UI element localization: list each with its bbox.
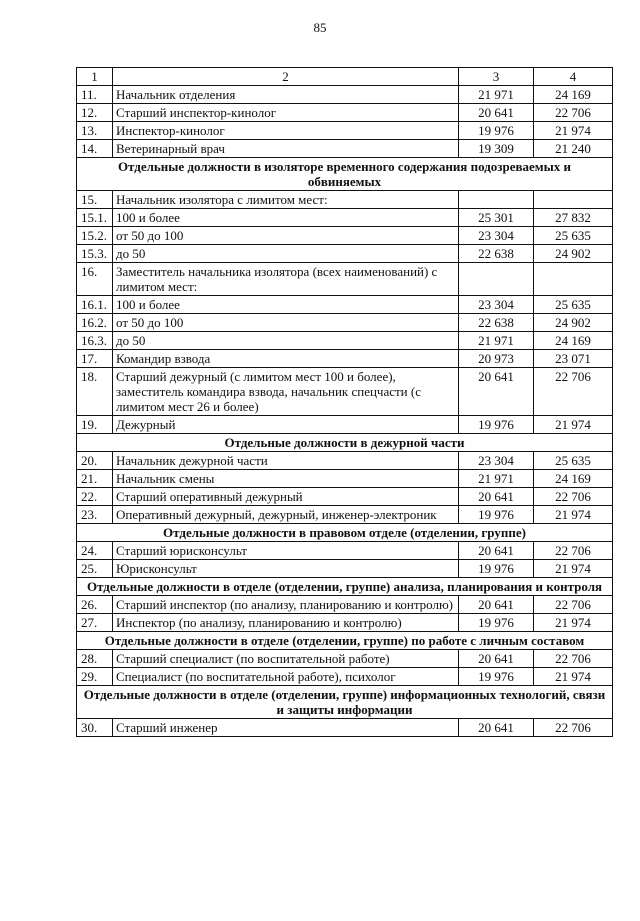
salary-col-4: 22 706 <box>534 104 613 122</box>
salary-col-3: 23 304 <box>459 296 534 314</box>
header-col-3: 3 <box>459 68 534 86</box>
section-header-row <box>77 524 613 542</box>
row-number: 13. <box>77 122 113 140</box>
page-number: 85 <box>313 20 327 35</box>
position-name: Старший юрисконсульт <box>113 542 459 560</box>
section-header-row <box>77 686 613 719</box>
row-number: 22. <box>77 488 113 506</box>
row-number: 15.3. <box>77 245 113 263</box>
table-row <box>77 668 613 686</box>
salary-col-3: 19 976 <box>459 416 534 434</box>
row-number: 16. <box>77 263 113 296</box>
salary-col-4: 25 635 <box>534 296 613 314</box>
section-title: Отдельные должности в отделе (отделении, группе) по работе с личным составом <box>77 632 613 650</box>
position-name: Дежурный <box>113 416 459 434</box>
salary-col-4: 21 974 <box>534 614 613 632</box>
table-row <box>77 86 613 104</box>
position-name: 100 и более <box>113 209 459 227</box>
position-name: Старший специалист (по воспитательной работе) <box>113 650 459 668</box>
salary-table <box>76 67 613 737</box>
position-name: Инспектор (по анализу, планированию и контролю) <box>113 614 459 632</box>
salary-col-4: 21 240 <box>534 140 613 158</box>
salary-col-3: 19 976 <box>459 614 534 632</box>
salary-col-3: 19 309 <box>459 140 534 158</box>
salary-col-4: 21 974 <box>534 122 613 140</box>
table-row <box>77 650 613 668</box>
row-number: 20. <box>77 452 113 470</box>
salary-col-4: 21 974 <box>534 416 613 434</box>
salary-col-4: 21 974 <box>534 668 613 686</box>
table-row <box>77 560 613 578</box>
salary-col-3: 20 641 <box>459 719 534 737</box>
salary-col-4: 25 635 <box>534 227 613 245</box>
row-number: 14. <box>77 140 113 158</box>
salary-col-4: 24 169 <box>534 332 613 350</box>
position-name: Заместитель начальника изолятора (всех наименований) с лимитом мест: <box>113 263 459 296</box>
row-number: 27. <box>77 614 113 632</box>
salary-col-3: 20 641 <box>459 488 534 506</box>
position-name: Специалист (по воспитательной работе), психолог <box>113 668 459 686</box>
position-name: Старший оперативный дежурный <box>113 488 459 506</box>
position-name: Старший инженер <box>113 719 459 737</box>
position-name: Старший инспектор (по анализу, планированию и контролю) <box>113 596 459 614</box>
salary-col-3: 23 304 <box>459 452 534 470</box>
position-name: Оперативный дежурный, дежурный, инженер-электроник <box>113 506 459 524</box>
salary-col-4: 24 902 <box>534 245 613 263</box>
row-number: 17. <box>77 350 113 368</box>
table-row <box>77 416 613 434</box>
salary-col-4: 21 974 <box>534 560 613 578</box>
salary-col-3: 21 971 <box>459 332 534 350</box>
table-row <box>77 614 613 632</box>
section-header-row <box>77 434 613 452</box>
table-row <box>77 314 613 332</box>
table-row <box>77 209 613 227</box>
position-name: Юрисконсульт <box>113 560 459 578</box>
table-row <box>77 488 613 506</box>
salary-col-3: 20 641 <box>459 368 534 416</box>
salary-col-3: 21 971 <box>459 470 534 488</box>
table-row <box>77 245 613 263</box>
row-number: 26. <box>77 596 113 614</box>
row-number: 23. <box>77 506 113 524</box>
table-row <box>77 140 613 158</box>
table-row <box>77 296 613 314</box>
position-name: Начальник дежурной части <box>113 452 459 470</box>
table-header-row <box>77 68 613 86</box>
position-name: Начальник смены <box>113 470 459 488</box>
position-name: 100 и более <box>113 296 459 314</box>
position-name: от 50 до 100 <box>113 314 459 332</box>
table-row <box>77 104 613 122</box>
position-name: Начальник изолятора с лимитом мест: <box>113 191 459 209</box>
row-number: 15. <box>77 191 113 209</box>
section-title: Отдельные должности в отделе (отделении, группе) информационных технологий, связи и защиты информации <box>77 686 613 719</box>
position-name: Ветеринарный врач <box>113 140 459 158</box>
table-row <box>77 470 613 488</box>
row-number: 25. <box>77 560 113 578</box>
row-number: 15.2. <box>77 227 113 245</box>
table-row <box>77 122 613 140</box>
salary-col-3: 20 641 <box>459 104 534 122</box>
position-name: Старший дежурный (с лимитом мест 100 и более), заместитель командира взвода, начальник спецчасти (с лимитом мест 26 и более) <box>113 368 459 416</box>
row-number: 29. <box>77 668 113 686</box>
salary-col-3: 19 976 <box>459 668 534 686</box>
section-title: Отдельные должности в отделе (отделении, группе) анализа, планирования и контроля <box>77 578 613 596</box>
position-name: от 50 до 100 <box>113 227 459 245</box>
salary-col-3: 22 638 <box>459 245 534 263</box>
header-col-1: 1 <box>77 68 113 86</box>
table-row <box>77 596 613 614</box>
section-title: Отдельные должности в изоляторе временного содержания подозреваемых и обвиняемых <box>77 158 613 191</box>
table-row <box>77 227 613 245</box>
salary-col-4: 23 071 <box>534 350 613 368</box>
position-name: Командир взвода <box>113 350 459 368</box>
header-col-2: 2 <box>113 68 459 86</box>
salary-col-3: 22 638 <box>459 314 534 332</box>
salary-col-4: 24 169 <box>534 470 613 488</box>
section-title: Отдельные должности в дежурной части <box>77 434 613 452</box>
header-col-4: 4 <box>534 68 613 86</box>
salary-col-3: 20 641 <box>459 542 534 560</box>
table-row <box>77 506 613 524</box>
salary-col-4 <box>534 191 613 209</box>
salary-col-4: 24 169 <box>534 86 613 104</box>
table-row <box>77 719 613 737</box>
salary-col-3: 23 304 <box>459 227 534 245</box>
section-title: Отдельные должности в правовом отделе (отделении, группе) <box>77 524 613 542</box>
position-name: до 50 <box>113 245 459 263</box>
row-number: 12. <box>77 104 113 122</box>
table-row <box>77 542 613 560</box>
salary-col-4: 22 706 <box>534 542 613 560</box>
row-number: 19. <box>77 416 113 434</box>
salary-col-4: 24 902 <box>534 314 613 332</box>
salary-col-3: 20 641 <box>459 650 534 668</box>
salary-col-3: 25 301 <box>459 209 534 227</box>
table-row <box>77 191 613 209</box>
section-header-row <box>77 578 613 596</box>
table-row <box>77 452 613 470</box>
section-header-row <box>77 632 613 650</box>
row-number: 30. <box>77 719 113 737</box>
salary-col-3: 21 971 <box>459 86 534 104</box>
position-name: Начальник отделения <box>113 86 459 104</box>
table-row <box>77 368 613 416</box>
row-number: 24. <box>77 542 113 560</box>
position-name: Старший инспектор-кинолог <box>113 104 459 122</box>
salary-col-4: 22 706 <box>534 650 613 668</box>
position-name: Инспектор-кинолог <box>113 122 459 140</box>
row-number: 15.1. <box>77 209 113 227</box>
salary-col-3 <box>459 263 534 296</box>
salary-col-3: 19 976 <box>459 122 534 140</box>
row-number: 11. <box>77 86 113 104</box>
salary-col-3: 20 641 <box>459 596 534 614</box>
salary-col-4: 21 974 <box>534 506 613 524</box>
position-name: до 50 <box>113 332 459 350</box>
table-row <box>77 332 613 350</box>
salary-col-4: 22 706 <box>534 596 613 614</box>
row-number: 16.3. <box>77 332 113 350</box>
salary-col-3: 19 976 <box>459 506 534 524</box>
section-header-row <box>77 158 613 191</box>
salary-col-3: 20 973 <box>459 350 534 368</box>
salary-col-4 <box>534 263 613 296</box>
salary-col-3 <box>459 191 534 209</box>
row-number: 16.1. <box>77 296 113 314</box>
table-row <box>77 263 613 296</box>
salary-col-4: 22 706 <box>534 488 613 506</box>
salary-col-4: 22 706 <box>534 368 613 416</box>
table-row <box>77 350 613 368</box>
row-number: 18. <box>77 368 113 416</box>
salary-col-4: 25 635 <box>534 452 613 470</box>
salary-col-3: 19 976 <box>459 560 534 578</box>
row-number: 21. <box>77 470 113 488</box>
salary-col-4: 22 706 <box>534 719 613 737</box>
row-number: 16.2. <box>77 314 113 332</box>
row-number: 28. <box>77 650 113 668</box>
salary-col-4: 27 832 <box>534 209 613 227</box>
